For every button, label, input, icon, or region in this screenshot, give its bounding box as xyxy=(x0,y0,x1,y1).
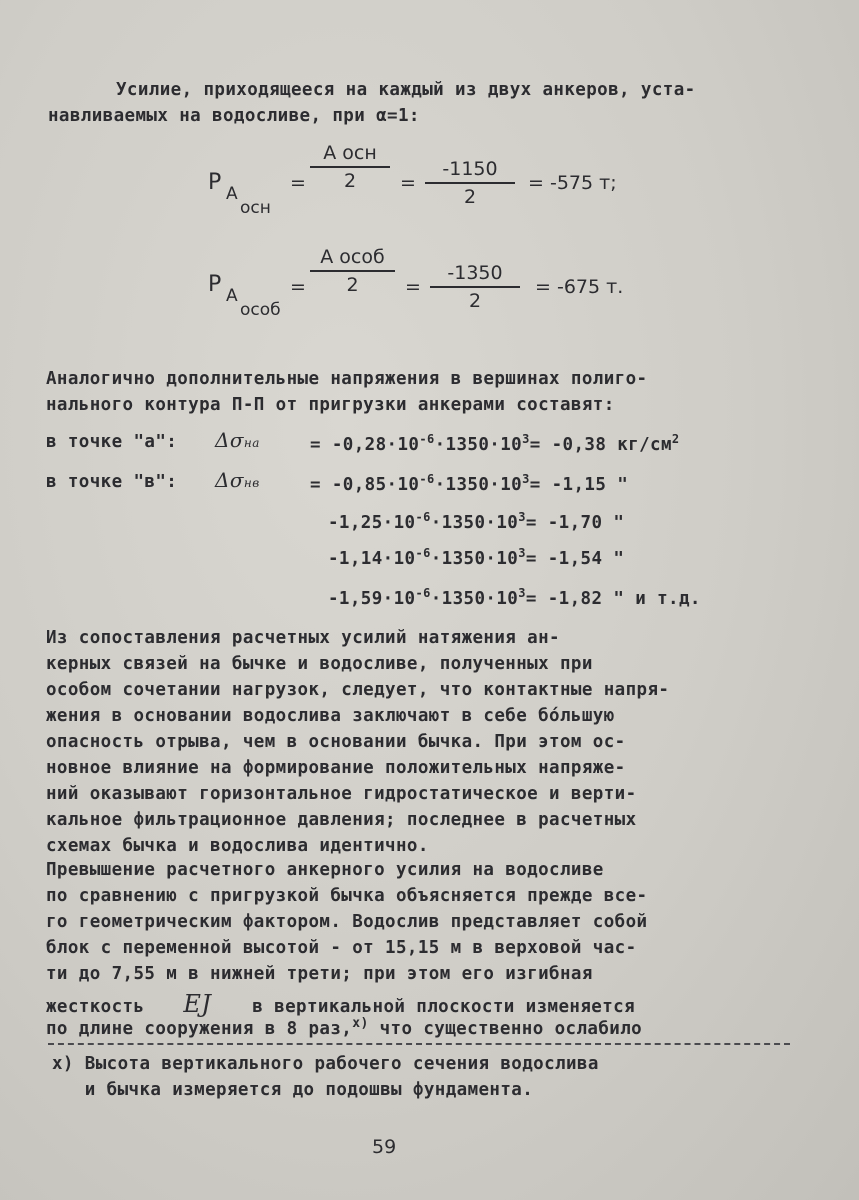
row-a-result: = -0,38 кг/см xyxy=(529,435,672,455)
para3-line: Превышение расчетного анкерного усилия на водосливе xyxy=(46,860,604,880)
stress-delta-b xyxy=(215,468,260,492)
row-e-result: = -1,82 " и т.д. xyxy=(525,589,701,609)
row-d-exp1: -6 xyxy=(415,546,431,560)
row-b-coef: = -0,85·10 xyxy=(310,475,420,495)
row-e-exp2: 3 xyxy=(518,586,526,600)
delta-subscript-b: нв xyxy=(243,476,260,490)
stress-row-d xyxy=(328,546,624,569)
row-e-rest: ·1350·10 xyxy=(430,589,519,609)
row-b-result: = -1,15 " xyxy=(529,475,629,495)
row-b-rest: ·1350·10 xyxy=(434,475,523,495)
row-a-exp2: 3 xyxy=(522,432,530,446)
para3-line: ти до 7,55 м в нижней трети; при этом его изгибная xyxy=(46,964,593,984)
row-e-exp1: -6 xyxy=(415,586,431,600)
row-c-result: = -1,70 " xyxy=(525,513,625,533)
ej-before: жесткость xyxy=(46,997,145,1017)
ej-symbol: EJ xyxy=(183,990,212,1018)
formula2-frac2-den: 2 xyxy=(468,290,482,312)
row-c-rest: ·1350·10 xyxy=(430,513,519,533)
formula2-frac1-den: 2 xyxy=(346,274,359,296)
stress-row-c xyxy=(328,510,624,533)
row-a-coef: = -0,28·10 xyxy=(310,435,420,455)
delta-subscript-a: на xyxy=(243,436,260,450)
stress-point-a-label: в точке "а": xyxy=(46,432,178,452)
formula1-frac2-den: 2 xyxy=(463,186,477,208)
formula1-result: = -575 т; xyxy=(528,172,617,194)
para1-line-1: Аналогично дополнительные напряжения в вершинах полиго- xyxy=(46,369,648,389)
formula2-result: = -675 т. xyxy=(535,276,624,298)
row-c-exp1: -6 xyxy=(415,510,431,524)
row-b-exp1: -6 xyxy=(419,472,435,486)
row-d-result: = -1,54 " xyxy=(525,549,625,569)
formula1-frac1 xyxy=(310,142,390,192)
row-b-exp2: 3 xyxy=(522,472,530,486)
para2-line: керных связей на бычке и водосливе, полученных при xyxy=(46,654,593,674)
row-a-rest: ·1350·10 xyxy=(434,435,523,455)
para2-line: особом сочетании нагрузок, следует, что контактные напря- xyxy=(46,680,670,700)
formula1-lhs: P xyxy=(208,170,222,195)
footnote-mark: x) xyxy=(352,1016,369,1031)
para3-line: по сравнению с пригрузкой бычка объясняется прежде все- xyxy=(46,886,648,906)
intro-line-1: Усилие, приходящееся на каждый из двух анкеров, уста- xyxy=(116,80,696,100)
formula1-lhs-sub1: A xyxy=(226,184,238,204)
row-c-exp2: 3 xyxy=(518,510,526,524)
row-e-coef: -1,59·10 xyxy=(328,589,416,609)
formula1-frac1-den: 2 xyxy=(343,170,357,192)
para2-line: кальное фильтрационное давления; последнее в расчетных xyxy=(46,810,637,830)
formula1-frac1-num: A осн xyxy=(310,142,390,168)
delta-sigma-symbol-b: Δσ xyxy=(215,468,244,492)
row-d-exp2: 3 xyxy=(518,546,526,560)
delta-sigma-symbol: Δσ xyxy=(215,428,244,452)
para3-last-line xyxy=(46,1016,642,1039)
formula2-frac1 xyxy=(310,246,395,296)
para2-line: новное влияние на формирование положительных напряже- xyxy=(46,758,626,778)
para2-line: Из сопоставления расчетных усилий натяжения ан- xyxy=(46,628,560,648)
stress-point-b-label: в точке "в": xyxy=(46,472,178,492)
row-d-rest: ·1350·10 xyxy=(430,549,519,569)
formula2-frac2 xyxy=(430,262,520,312)
para1-line-2: нального контура П-П от пригрузки анкерами составят: xyxy=(46,395,615,415)
row-c-coef: -1,25·10 xyxy=(328,513,416,533)
row-a-exp3: 2 xyxy=(671,432,680,446)
last-after: что существенно ослабило xyxy=(379,1019,643,1039)
stress-row-a xyxy=(310,432,680,455)
formula2-frac2-num: -1350 xyxy=(430,262,520,288)
para2-line: схемах бычка и водослива идентично. xyxy=(46,836,429,856)
para3-line: го геометрическим фактором. Водослив представляет собой xyxy=(46,912,648,932)
stress-row-b xyxy=(310,472,628,495)
para2-line: ний оказывают горизонтальное гидростатическое и верти- xyxy=(46,784,637,804)
formula2-eq2: = xyxy=(405,276,421,298)
para2-line: жения в основании водослива заключают в себе бóльшую xyxy=(46,706,615,726)
formula1-lhs-sub2: осн xyxy=(240,198,271,218)
footnote-line-2: и бычка измеряется до подошвы фундамента. xyxy=(52,1080,534,1100)
intro-line-2: навливаемых на водосливе, при α=1: xyxy=(48,106,420,126)
formula1-eq2: = xyxy=(400,172,416,194)
para2-line: опасность отрыва, чем в основании бычка. При этом ос- xyxy=(46,732,626,752)
formula2-lhs-sub2: особ xyxy=(240,300,281,320)
row-d-coef: -1,14·10 xyxy=(328,549,416,569)
row-a-exp1: -6 xyxy=(419,432,435,446)
page-number: 59 xyxy=(372,1136,397,1158)
para3-ej-line xyxy=(46,990,635,1018)
last-text: по длине сооружения в 8 раз, xyxy=(46,1019,353,1039)
footnote-line-1: x) Высота вертикального рабочего сечения водослива xyxy=(52,1054,599,1074)
stress-row-e xyxy=(328,586,701,609)
formula2-frac1-num: A особ xyxy=(310,246,395,272)
footnote-separator xyxy=(48,1043,790,1045)
ej-after: в вертикальной плоскости изменяется xyxy=(252,997,636,1017)
formula1-eq1: = xyxy=(290,172,306,194)
formula2-lhs: P xyxy=(208,272,222,297)
stress-delta-a xyxy=(215,428,260,452)
formula2-eq1: = xyxy=(290,276,306,298)
para3-line: блок с переменной высотой - от 15,15 м в верховой час- xyxy=(46,938,637,958)
formula1-frac2-num: -1150 xyxy=(425,158,515,184)
formula1-frac2 xyxy=(425,158,515,208)
formula2-lhs-sub1: A xyxy=(226,286,238,306)
